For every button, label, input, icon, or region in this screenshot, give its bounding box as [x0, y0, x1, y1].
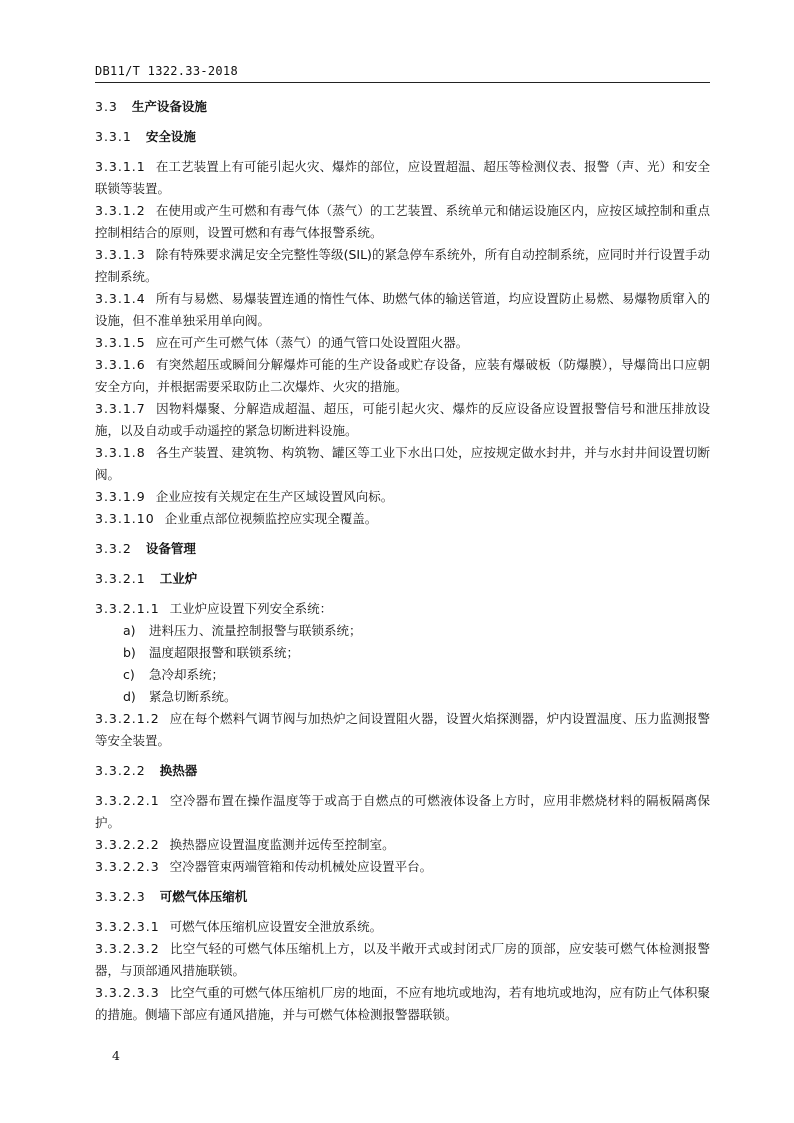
section-title: 可燃气体压缩机	[159, 889, 248, 904]
clause-number: 3.3.2.1.2	[95, 711, 160, 726]
clause-3-3-1-1	[95, 156, 710, 200]
clause-text: 空冷器布置在操作温度等于或高于自燃点的可燃液体设备上方时，应用非燃烧材料的隔板隔离保护。	[95, 793, 710, 830]
clause-number: 3.3.1.4	[95, 291, 146, 306]
clause-number: 3.3.2.3.3	[95, 985, 160, 1000]
clause-text: 因物料爆聚、分解造成超温、超压，可能引起火灾、爆炸的反应设备应设置报警信号和泄压排放设施，以及自动或手动遥控的紧急切断进料设施。	[95, 401, 710, 438]
clause-3-3-1-6	[95, 354, 710, 398]
list-item	[95, 686, 710, 708]
section-3-3	[95, 96, 710, 118]
clause-text: 企业重点部位视频监控应实现全覆盖。	[164, 511, 378, 526]
clause-number: 3.3.1.5	[95, 335, 146, 350]
clause-3-3-2-1-1	[95, 598, 710, 620]
section-3-3-2-2	[95, 760, 710, 782]
section-title: 设备管理	[145, 541, 196, 556]
clause-number: 3.3.1.1	[95, 159, 146, 174]
list-text: 急冷却系统；	[149, 667, 225, 682]
clause-3-3-2-3-3	[95, 982, 710, 1026]
list-marker: b)	[123, 645, 136, 660]
clause-3-3-2-2-2	[95, 834, 710, 856]
section-3-3-2-1	[95, 568, 710, 590]
clause-text: 所有与易燃、易爆装置连通的惰性气体、助燃气体的输送管道，均应设置防止易燃、易爆物质窜入的设施，但不准单独采用单向阀。	[95, 291, 710, 328]
clause-3-3-1-7	[95, 398, 710, 442]
clause-3-3-2-3-1	[95, 916, 710, 938]
clause-3-3-1-3	[95, 244, 710, 288]
clause-3-3-1-4	[95, 288, 710, 332]
clause-text: 可燃气体压缩机应设置安全泄放系统。	[169, 919, 383, 934]
list-marker: a)	[123, 623, 136, 638]
list-text: 温度超限报警和联锁系统；	[149, 645, 300, 660]
section-number: 3.3.2.3	[95, 889, 146, 904]
section-3-3-1	[95, 126, 710, 148]
clause-3-3-2-3-2	[95, 938, 710, 982]
list-text: 紧急切断系统。	[149, 689, 237, 704]
section-title: 生产设备设施	[131, 99, 207, 114]
page-number: 4	[112, 1048, 120, 1063]
clause-number: 3.3.2.2.1	[95, 793, 160, 808]
clause-text: 比空气轻的可燃气体压缩机上方，以及半敞开式或封闭式厂房的顶部，应安装可燃气体检测报警器，与顶部通风措施联锁。	[95, 941, 710, 978]
safety-system-list	[95, 620, 710, 708]
clause-number: 3.3.2.3.2	[95, 941, 160, 956]
clause-number: 3.3.1.8	[95, 445, 146, 460]
clause-3-3-1-9	[95, 486, 710, 508]
clause-number: 3.3.1.6	[95, 357, 146, 372]
clause-3-3-1-10	[95, 508, 710, 530]
clause-number: 3.3.1.9	[95, 489, 146, 504]
clause-text: 企业应按有关规定在生产区域设置风向标。	[155, 489, 394, 504]
clause-text: 换热器应设置温度监测并远传至控制室。	[169, 837, 395, 852]
section-number: 3.3.2.2	[95, 763, 146, 778]
clause-3-3-2-2-1	[95, 790, 710, 834]
section-title: 换热器	[159, 763, 198, 778]
section-number: 3.3.2.1	[95, 571, 146, 586]
clause-text: 在使用或产生可燃和有毒气体（蒸气）的工艺装置、系统单元和储运设施区内，应按区域控制和重点控制相结合的原则，设置可燃和有毒气体报警系统。	[95, 203, 710, 240]
list-text: 进料压力、流量控制报警与联锁系统；	[149, 623, 362, 638]
clause-3-3-2-1-2	[95, 708, 710, 752]
clause-text: 各生产装置、建筑物、构筑物、罐区等工业下水出口处，应按规定做水封井，并与水封井间设置切断阀。	[95, 445, 710, 482]
section-title: 工业炉	[159, 571, 198, 586]
clause-3-3-2-2-3	[95, 856, 710, 878]
list-marker: d)	[123, 689, 136, 704]
clause-text: 有突然超压或瞬间分解爆炸可能的生产设备或贮存设备，应装有爆破板（防爆膜），导爆筒出口应朝安全方向，并根据需要采取防止二次爆炸、火灾的措施。	[95, 357, 710, 394]
clause-text: 空冷器管束两端管箱和传动机械处应设置平台。	[169, 859, 433, 874]
clause-number: 3.3.1.7	[95, 401, 146, 416]
clause-number: 3.3.2.2.3	[95, 859, 160, 874]
section-3-3-2	[95, 538, 710, 560]
clause-text: 除有特殊要求满足安全完整性等级(SIL)的紧急停车系统外，所有自动控制系统，应同时并行设置手动控制系统。	[95, 247, 710, 284]
clause-text: 比空气重的可燃气体压缩机厂房的地面，不应有地坑或地沟，若有地坑或地沟，应有防止气体积聚的措施。侧墙下部应有通风措施，并与可燃气体检测报警器联锁。	[95, 985, 710, 1022]
section-number: 3.3.2	[95, 541, 132, 556]
section-number: 3.3.1	[95, 129, 132, 144]
section-3-3-2-3	[95, 886, 710, 908]
list-item	[95, 620, 710, 642]
clause-text: 应在每个燃料气调节阀与加热炉之间设置阻火器，设置火焰探测器，炉内设置温度、压力监测报警等安全装置。	[95, 711, 710, 748]
clause-text: 在工艺装置上有可能引起火灾、爆炸的部位，应设置超温、超压等检测仪表、报警（声、光）和安全联锁等装置。	[95, 159, 710, 196]
document-body	[95, 92, 710, 1026]
list-item	[95, 664, 710, 686]
clause-3-3-1-2	[95, 200, 710, 244]
clause-number: 3.3.1.2	[95, 203, 146, 218]
header-rule	[95, 82, 710, 83]
clause-number: 3.3.2.2.2	[95, 837, 160, 852]
clause-number: 3.3.1.3	[95, 247, 146, 262]
clause-text: 应在可产生可燃气体（蒸气）的通气管口处设置阻火器。	[155, 335, 469, 350]
clause-number: 3.3.2.1.1	[95, 601, 160, 616]
clause-3-3-1-5	[95, 332, 710, 354]
list-item	[95, 642, 710, 664]
clause-number: 3.3.2.3.1	[95, 919, 160, 934]
section-number: 3.3	[95, 99, 118, 114]
section-title: 安全设施	[145, 129, 196, 144]
clause-number: 3.3.1.10	[95, 511, 155, 526]
clause-text: 工业炉应设置下列安全系统：	[169, 601, 333, 616]
document-code: DB11/T 1322.33-2018	[95, 64, 238, 78]
list-marker: c)	[123, 667, 135, 682]
clause-3-3-1-8	[95, 442, 710, 486]
